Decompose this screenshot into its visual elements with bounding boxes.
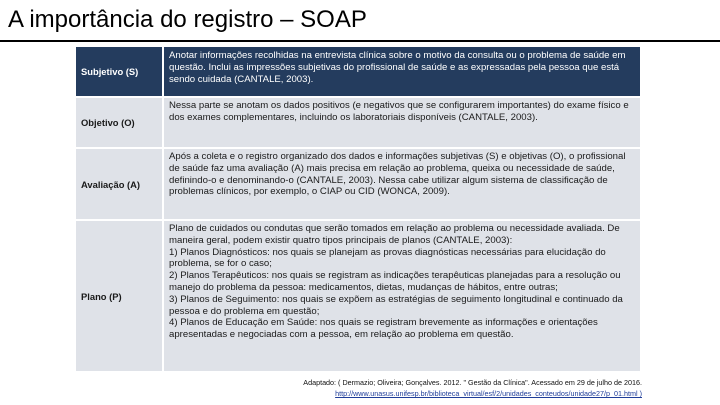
page-title: A importância do registro – SOAP (8, 6, 367, 33)
source-link[interactable]: http://www.unasus.unifesp.br/biblioteca_virtual/esf/2/unidades_conteudos/unidade27/p_01.html ) (335, 389, 642, 398)
table-row-avaliacao (76, 149, 640, 219)
plan-intro: Plano de cuidados ou condutas que serão tomados em relação ao problema ou necessidade avaliada. De maneira geral, podem existir quatro tipos principais de planos (CANTALE, 2003): (169, 223, 620, 246)
plan-item-educacao: 4) Planos de Educação em Saúde: nos quais se registram brevemente as informações e orientações apresentadas e negociadas com a pessoa, em relação ao problema em questão. (169, 317, 598, 341)
row-label: Plano (P) (76, 221, 162, 371)
source-citation (264, 377, 642, 399)
plan-item-terapeuticos: 2) Planos Terapêuticos: nos quais se registram as indicações terapêuticas planejadas para a resolução ou manejo do problema da pessoa: medicamentos, dietas, mudanças de hábitos, entre outras; (169, 270, 621, 293)
plan-item-diagnosticos: 1) Planos Diagnósticos: nos quais se planejam as provas diagnósticas necessárias para elucidação do problema, se for o caso; (169, 246, 606, 270)
row-description: Após a coleta e o registro organizado dos dados e informações subjetivas (S) e objetivas (O), o profissional de saúde faz uma avaliação (A) mais precisa em relação ao problema, queixa ou necessidade de saúde, definindo-o e denominando-o (CANTALE, 2003). Nessa cabe utilizar algum sistema de classificação de problemas clínicos, por exemplo, o CIAP ou CID (WONCA, 2009). (164, 149, 640, 219)
row-description: Nessa parte se anotam os dados positivos (e negativos que se configurarem importantes) do exame físico e dos exames complementares, incluindo os laboratoriais disponíveis (CANTALE, 2003). (164, 98, 640, 147)
soap-table (76, 47, 640, 371)
title-underline (0, 40, 720, 42)
table-row-plano (76, 221, 640, 371)
row-description (164, 221, 640, 371)
row-label: Subjetivo (S) (76, 47, 162, 96)
table-row-subjetivo (76, 47, 640, 96)
row-label: Objetivo (O) (76, 98, 162, 147)
source-text: Adaptado: ( Dermazio; Oliveira; Gonçalves. 2012. " Gestão da Clínica". Acessado em 29 de julho de 2016. (303, 378, 642, 387)
row-label: Avaliação (A) (76, 149, 162, 219)
table-row-objetivo (76, 98, 640, 147)
row-description: Anotar informações recolhidas na entrevista clínica sobre o motivo da consulta ou o problema de saúde em questão. Inclui as impressões subjetivas do profissional de saúde e as expressadas pela pessoa que está sendo cuidada (CANTALE, 2003). (164, 47, 640, 96)
plan-item-seguimento: 3) Planos de Seguimento: nos quais se expõem as estratégias de seguimento longitudinal e continuado da pessoa e do problema em questão; (169, 293, 623, 317)
